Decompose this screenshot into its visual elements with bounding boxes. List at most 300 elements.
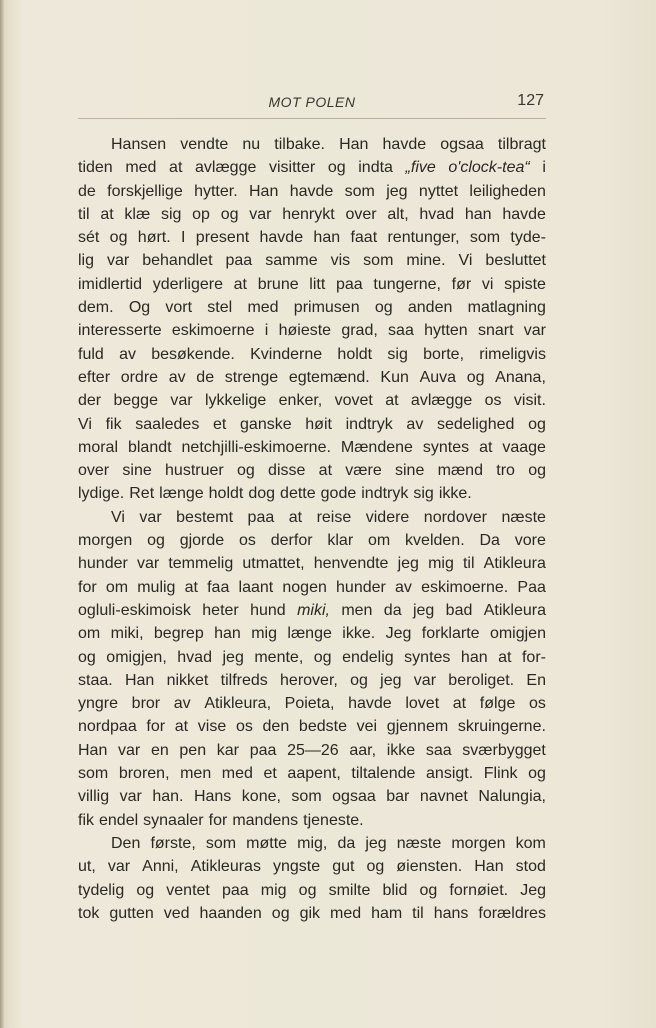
- word: dette: [280, 485, 316, 503]
- word: havde: [382, 136, 427, 153]
- word: efter: [78, 368, 111, 386]
- word: et: [213, 415, 227, 433]
- word: nordover: [423, 508, 487, 526]
- word: kvelden.: [405, 532, 465, 550]
- word: havde: [502, 205, 546, 223]
- word: som: [469, 229, 501, 247]
- text-line: [78, 832, 546, 855]
- word: samme: [265, 252, 318, 270]
- word: for-: [521, 648, 546, 666]
- word: smilte: [328, 881, 371, 899]
- word: hytter.: [194, 182, 238, 200]
- word: var: [413, 671, 437, 689]
- word: bad: [445, 601, 473, 619]
- word: strenge: [224, 368, 279, 386]
- word: avlægge: [410, 392, 473, 410]
- word: Han: [124, 671, 155, 689]
- word: gut: [332, 858, 355, 876]
- word: fornøiet.: [449, 881, 509, 899]
- word: høit: [305, 415, 332, 433]
- word: morgen: [451, 834, 506, 852]
- word: moral: [78, 438, 119, 456]
- word: men: [180, 765, 212, 783]
- text-line: [78, 529, 546, 552]
- word: havde: [259, 229, 304, 247]
- word: ham: [371, 904, 403, 922]
- word: Han: [78, 741, 108, 759]
- word: hvad: [419, 205, 455, 223]
- word: Mændene: [340, 438, 413, 456]
- word: han: [464, 205, 492, 223]
- text-line: [78, 156, 546, 179]
- word: Flink: [483, 765, 518, 783]
- word: aar,: [349, 741, 377, 759]
- word: lykkelige: [204, 392, 267, 410]
- word: os: [484, 392, 502, 410]
- text-line: [78, 413, 546, 436]
- word: besøkende.: [151, 345, 235, 363]
- word: ganske: [240, 415, 292, 433]
- word: og: [327, 159, 346, 177]
- word: eskimoerne.: [421, 578, 509, 596]
- word: havde: [348, 695, 392, 713]
- word: Atikleura: [483, 601, 546, 619]
- word: lig: [78, 252, 95, 270]
- word: ved: [163, 904, 190, 922]
- word: et: [263, 765, 277, 783]
- word: tilbake.: [274, 136, 325, 153]
- word: men: [341, 601, 373, 619]
- word: Han: [339, 136, 369, 153]
- word: brune: [257, 275, 299, 293]
- word: bedste: [298, 718, 347, 736]
- text-line: [78, 762, 546, 785]
- word: eskimoerne: [171, 322, 255, 340]
- word: i: [264, 322, 269, 340]
- word: og: [298, 881, 317, 899]
- word: de: [196, 368, 215, 386]
- word: over: [78, 462, 110, 480]
- word: enker,: [278, 392, 323, 410]
- word: vis: [330, 252, 351, 270]
- word: Vi: [111, 508, 125, 526]
- word: paa: [247, 508, 275, 526]
- word: mine.: [406, 252, 446, 270]
- word: gjorde: [179, 532, 225, 550]
- text-line: [78, 482, 546, 505]
- word: videre: [365, 508, 410, 526]
- word: blid: [382, 881, 408, 899]
- word: vort: [165, 299, 193, 317]
- word: navnet: [419, 788, 468, 806]
- word: jeg: [365, 834, 387, 852]
- word: og: [350, 671, 368, 689]
- word: av: [119, 345, 136, 363]
- word: indtryk: [361, 485, 409, 503]
- word: lovet: [405, 695, 440, 713]
- word: og: [236, 462, 255, 480]
- word: var: [523, 322, 546, 340]
- word: Og: [128, 299, 151, 317]
- word: begge: [113, 392, 158, 410]
- word: til: [78, 205, 90, 223]
- word: da: [383, 601, 402, 619]
- word: Atikleura,: [204, 695, 272, 713]
- text-line: [78, 622, 546, 645]
- word: ogsaa: [332, 788, 376, 806]
- word: alt,: [387, 205, 409, 223]
- word: Ret: [129, 485, 155, 503]
- word: at: [288, 508, 303, 526]
- word: laant: [238, 578, 274, 596]
- word: egtemænd.: [288, 368, 370, 386]
- word: spiste: [504, 275, 546, 293]
- word: mulig: [137, 578, 176, 596]
- word: sine: [122, 462, 152, 480]
- word: Poieta,: [284, 695, 335, 713]
- word: av: [406, 415, 424, 433]
- word: villig: [78, 788, 110, 806]
- word: sét: [78, 229, 100, 247]
- word: En: [526, 671, 546, 689]
- word: for: [208, 811, 228, 829]
- word: som: [291, 788, 322, 806]
- word: kar: [216, 741, 240, 759]
- word: ogluli-eskimoisk: [78, 601, 191, 619]
- word: Nalungia,: [478, 788, 546, 806]
- text-line: [78, 552, 546, 575]
- word: og: [528, 765, 546, 783]
- word: længe: [287, 625, 332, 643]
- word: av: [395, 578, 412, 596]
- word: bar: [386, 788, 410, 806]
- word: om: [78, 625, 101, 643]
- word: hytten: [424, 322, 468, 340]
- word: nikket: [166, 671, 209, 689]
- word: sine: [395, 462, 425, 480]
- word: mig,: [297, 834, 328, 852]
- word: han: [460, 648, 488, 666]
- word: synaaler: [143, 811, 204, 829]
- word: derfor: [270, 532, 313, 550]
- word: og: [313, 648, 332, 666]
- word: ansigt.: [426, 765, 474, 783]
- text-line: [78, 739, 546, 762]
- word: syntes: [404, 648, 451, 666]
- word: visit.: [513, 392, 546, 410]
- word: at: [169, 159, 183, 177]
- word: forældres: [478, 904, 546, 922]
- word: os: [239, 532, 256, 550]
- word: for: [78, 578, 97, 596]
- page-header: [78, 92, 546, 119]
- word: borte,: [423, 345, 465, 363]
- word: netchjilli-eskimoerne.: [181, 438, 331, 456]
- word: med: [329, 904, 362, 922]
- word: vendte: [180, 136, 229, 153]
- word: var: [119, 788, 142, 806]
- word: I: [181, 229, 186, 247]
- word: hans: [433, 904, 469, 922]
- word: nogen: [282, 578, 327, 596]
- word: bror: [131, 695, 161, 713]
- text-line: [78, 902, 546, 925]
- word: mig: [428, 555, 454, 573]
- word: Jeg: [520, 881, 546, 899]
- word: og: [220, 205, 239, 223]
- word: nordpaa: [78, 718, 137, 736]
- text-line: [78, 389, 546, 412]
- word: endelig: [342, 648, 394, 666]
- text-line: [78, 459, 546, 482]
- text-line: [78, 809, 546, 832]
- text-line: [78, 506, 546, 529]
- word: som: [363, 252, 394, 270]
- word: tro: [496, 462, 515, 480]
- word: sig: [387, 345, 408, 363]
- word: henrykt: [282, 205, 335, 223]
- text-line: [78, 646, 546, 669]
- word: Atikleuras: [190, 858, 261, 876]
- word: anden: [407, 299, 453, 317]
- word: sedelighed: [437, 415, 515, 433]
- word: de: [78, 182, 96, 200]
- word: av: [168, 368, 186, 386]
- word: temmelig: [168, 555, 234, 573]
- word: disse: [268, 462, 306, 480]
- word: for: [146, 718, 166, 736]
- word: o'clock-tea“: [448, 159, 530, 177]
- text-line: [78, 203, 546, 226]
- word: Vi: [458, 252, 473, 270]
- word: Jeg: [385, 625, 412, 643]
- word: yderligere: [152, 275, 223, 293]
- word: fik: [105, 415, 122, 433]
- word: længe: [159, 485, 204, 503]
- word: matlagning: [467, 299, 546, 317]
- word: „five: [405, 159, 436, 177]
- word: indta: [358, 159, 393, 177]
- word: at: [174, 718, 189, 736]
- word: som: [344, 182, 375, 200]
- word: vovet: [334, 392, 373, 410]
- word: at: [385, 392, 399, 410]
- word: skruingerne.: [457, 718, 546, 736]
- word: tyde-: [510, 229, 546, 247]
- word: omigjen: [489, 625, 546, 643]
- word: høieste: [278, 322, 332, 340]
- word: med: [125, 159, 157, 177]
- word: yngre: [78, 695, 119, 713]
- word: os: [528, 695, 546, 713]
- word: present: [195, 229, 250, 247]
- word: bestemt: [176, 508, 234, 526]
- word: tilfreds: [220, 671, 268, 689]
- word: paa: [249, 741, 277, 759]
- word: hund: [250, 601, 286, 619]
- word: rentunger,: [387, 229, 460, 247]
- word: med: [247, 299, 279, 317]
- word: gutten: [109, 904, 154, 922]
- word: syntes: [422, 438, 470, 456]
- word: imidlertid: [78, 275, 143, 293]
- text-line: [78, 273, 546, 296]
- word: og: [366, 858, 385, 876]
- word: var: [139, 508, 162, 526]
- word: over: [345, 205, 377, 223]
- word: faa: [207, 578, 230, 596]
- text-line: [78, 599, 546, 622]
- word: av: [173, 695, 191, 713]
- word: jeg: [386, 182, 408, 200]
- word: staa.: [78, 671, 113, 689]
- word: Anni,: [142, 858, 179, 876]
- text-line: [78, 436, 546, 459]
- word: vi: [481, 275, 494, 293]
- word: og: [528, 462, 546, 480]
- word: jeg: [397, 555, 419, 573]
- text-line: [78, 343, 546, 366]
- word: vore: [514, 532, 546, 550]
- word: næste: [396, 834, 442, 852]
- word: jeg: [380, 671, 402, 689]
- running-head: MOT POLEN: [268, 94, 356, 110]
- word: møtte: [246, 834, 288, 852]
- word: og: [136, 881, 155, 899]
- word: første,: [150, 834, 196, 852]
- text-line: [78, 296, 546, 319]
- word: var: [107, 252, 130, 270]
- word: holdt: [337, 345, 373, 363]
- word: blandt: [127, 438, 172, 456]
- word: aapent,: [287, 765, 341, 783]
- word: litt: [309, 275, 326, 293]
- word: 25—26: [287, 741, 339, 759]
- word: stel: [207, 299, 233, 317]
- word: visitter: [268, 159, 316, 177]
- word: mente,: [254, 648, 304, 666]
- word: til: [412, 904, 424, 922]
- word: om: [105, 578, 129, 596]
- word: fuld: [78, 345, 104, 363]
- word: omigjen,: [106, 648, 167, 666]
- word: at: [184, 578, 198, 596]
- word: hustruer: [165, 462, 224, 480]
- word: broren,: [118, 765, 170, 783]
- word: som: [205, 834, 237, 852]
- text-line: [78, 715, 546, 738]
- word: hunder: [336, 578, 386, 596]
- word: og: [419, 881, 438, 899]
- word: forskjellige: [107, 182, 183, 200]
- word: ikke.: [438, 485, 472, 503]
- word: kom: [515, 834, 546, 852]
- word: øiensten.: [396, 858, 463, 876]
- word: herover,: [280, 671, 338, 689]
- word: og: [78, 648, 96, 666]
- word: Auva: [419, 368, 457, 386]
- word: hunder: [78, 555, 128, 573]
- word: dem.: [78, 299, 114, 317]
- word: pen: [179, 741, 207, 759]
- word: sig: [160, 205, 182, 223]
- word: ut,: [78, 858, 96, 876]
- word: indtryk: [345, 415, 393, 433]
- word: utmattet,: [242, 555, 305, 573]
- word: Kun: [380, 368, 409, 386]
- word: mandens: [232, 811, 299, 829]
- word: paa: [225, 252, 253, 270]
- word: at: [498, 648, 512, 666]
- word: Da: [479, 532, 500, 550]
- word: at: [233, 275, 247, 293]
- word: mig: [251, 625, 277, 643]
- word: tjeneste.: [303, 811, 364, 829]
- word: gjennem: [386, 718, 449, 736]
- word: rimeligvis: [479, 345, 546, 363]
- word: mig: [260, 881, 287, 899]
- word: om: [367, 532, 391, 550]
- word: reise: [316, 508, 352, 526]
- word: haanden: [199, 904, 262, 922]
- word: og: [528, 415, 546, 433]
- word: klar: [327, 532, 354, 550]
- word: den: [262, 718, 290, 736]
- word: Den: [111, 834, 141, 852]
- word: en: [150, 741, 169, 759]
- word: avlægge: [195, 159, 257, 177]
- word: tiden: [78, 159, 113, 177]
- text-line: [78, 226, 546, 249]
- word: ordre: [120, 368, 159, 386]
- word: behandlet: [142, 252, 213, 270]
- word: og: [109, 229, 128, 247]
- word: leiligheden: [469, 182, 546, 200]
- text-line: [78, 855, 546, 878]
- word: hørt.: [137, 229, 171, 247]
- word: og: [147, 532, 165, 550]
- text-line: [78, 576, 546, 599]
- word: med: [221, 765, 253, 783]
- word: at: [479, 438, 493, 456]
- word: heter: [202, 601, 239, 619]
- word: primusen: [293, 299, 360, 317]
- word: tydelig: [78, 881, 125, 899]
- word: Paa: [517, 578, 546, 596]
- word: var: [118, 741, 141, 759]
- word: og: [374, 299, 393, 317]
- text-line: [78, 366, 546, 389]
- word: stod: [515, 858, 546, 876]
- word: sværbygget: [462, 741, 546, 759]
- word: at: [452, 695, 467, 713]
- word: og: [271, 904, 290, 922]
- text-line: [78, 669, 546, 692]
- word: snart: [477, 322, 514, 340]
- word: Hansen: [111, 136, 167, 153]
- word: han: [313, 229, 341, 247]
- word: begrep: [153, 625, 204, 643]
- word: morgen: [78, 532, 133, 550]
- word: tungerne,: [373, 275, 441, 293]
- word: tiltalende: [351, 765, 416, 783]
- word: henvendte: [313, 555, 389, 573]
- word: til: [462, 555, 475, 573]
- text-line: [78, 785, 546, 808]
- text-line: [78, 249, 546, 272]
- word: jeg: [222, 648, 244, 666]
- word: der: [78, 392, 102, 410]
